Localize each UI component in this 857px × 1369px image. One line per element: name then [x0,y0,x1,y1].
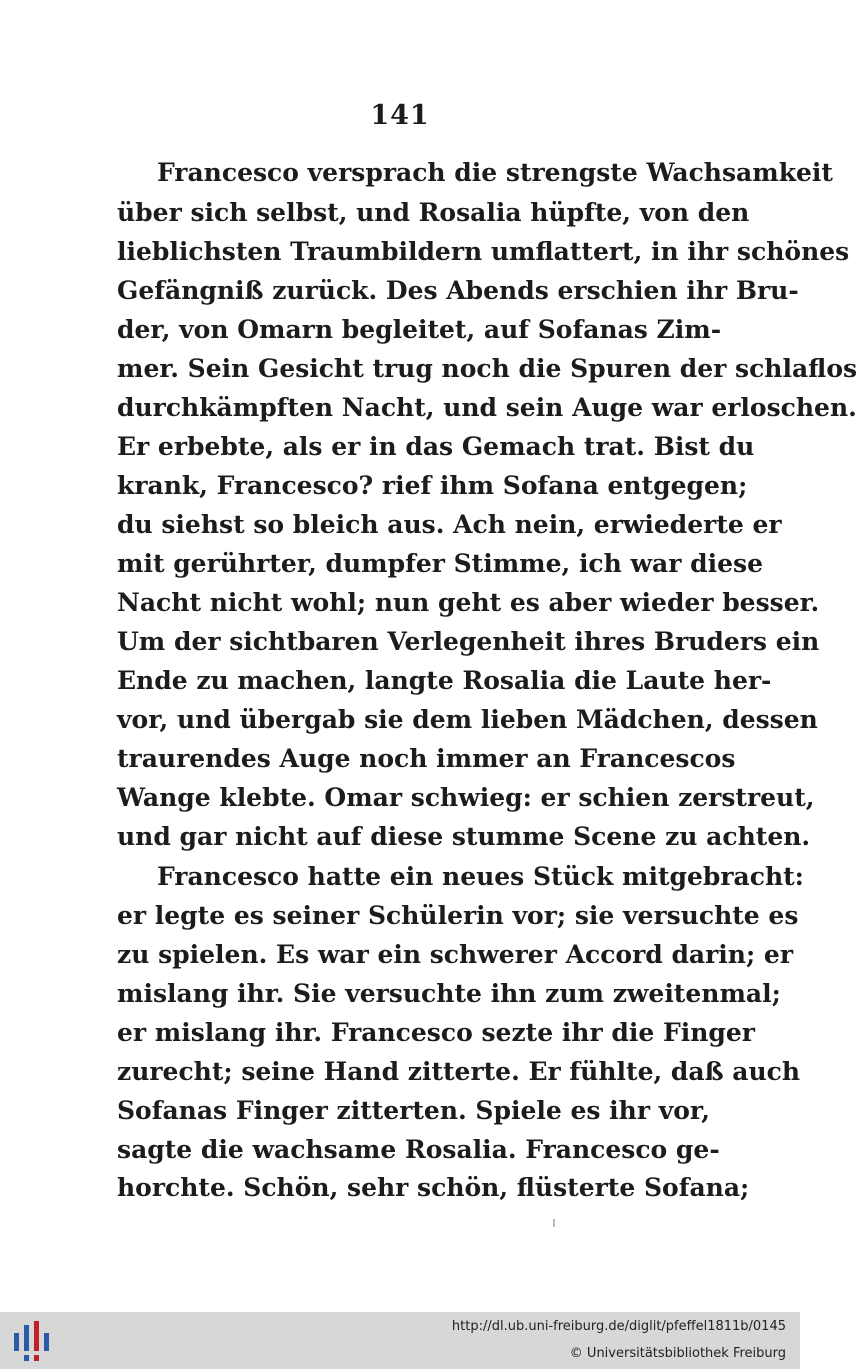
page-number: 141 [370,100,430,131]
text-line: Um der sichtbaren Verlegenheit ihres Bruders ein [117,627,820,656]
text-line: er legte es seiner Schülerin vor; sie versuchte es [117,901,799,930]
text-line: traurendes Auge noch immer an Francescos [117,744,736,773]
text-line: Francesco versprach die strengste Wachsamkeit [157,158,833,187]
text-line: Francesco hatte ein neues Stück mitgebracht: [157,862,804,891]
text-line: durchkämpften Nacht, und sein Auge war erloschen. [117,393,857,422]
text-line: Gefängniß zurück. Des Abends erschien ihr Bru- [117,276,799,305]
footer-url-link[interactable]: http://dl.ub.uni-freiburg.de/diglit/pfeffel1811b/0145 [451,1319,786,1334]
text-line: er mislang ihr. Francesco sezte ihr die Finger [117,1018,755,1047]
footer-copyright: © Universitätsbibliothek Freiburg [569,1346,786,1361]
paper-speck [553,1219,555,1227]
text-line: du siehst so bleich aus. Ach nein, erwiederte er [117,510,782,539]
text-line: zurecht; seine Hand zitterte. Er fühlte, daß auch [117,1057,801,1086]
text-line: zu spielen. Es war ein schwerer Accord darin; er [117,940,793,969]
text-line: mislang ihr. Sie versuchte ihn zum zweitenmal; [117,979,781,1008]
text-line: mer. Sein Gesicht trug noch die Spuren der schlaflos [117,354,857,383]
text-line: mit gerührter, dumpfer Stimme, ich war diese [117,549,763,578]
text-line: Wange klebte. Omar schwieg: er schien zerstreut, [117,783,815,812]
text-line: lieblichsten Traumbildern umflattert, in ihr schönes [117,237,850,266]
library-logo-icon [12,1319,52,1363]
text-line: sagte die wachsame Rosalia. Francesco ge- [117,1135,720,1164]
text-line: Ende zu machen, langte Rosalia die Laute her- [117,666,772,695]
text-line: der, von Omarn begleitet, auf Sofanas Zim- [117,315,722,344]
text-line: horchte. Schön, sehr schön, flüsterte Sofana; [117,1173,750,1202]
text-line: vor, und übergab sie dem lieben Mädchen, dessen [117,705,818,734]
text-line: Sofanas Finger zitterten. Spiele es ihr vor, [117,1096,710,1125]
text-line: krank, Francesco? rief ihm Sofana entgegen; [117,471,748,500]
text-line: Er erbebte, als er in das Gemach trat. Bist du [117,432,755,461]
text-line: Nacht nicht wohl; nun geht es aber wieder besser. [117,588,820,617]
footer-bar [0,1312,800,1369]
text-line: über sich selbst, und Rosalia hüpfte, von den [117,198,750,227]
text-line: und gar nicht auf diese stumme Scene zu achten. [117,822,811,851]
